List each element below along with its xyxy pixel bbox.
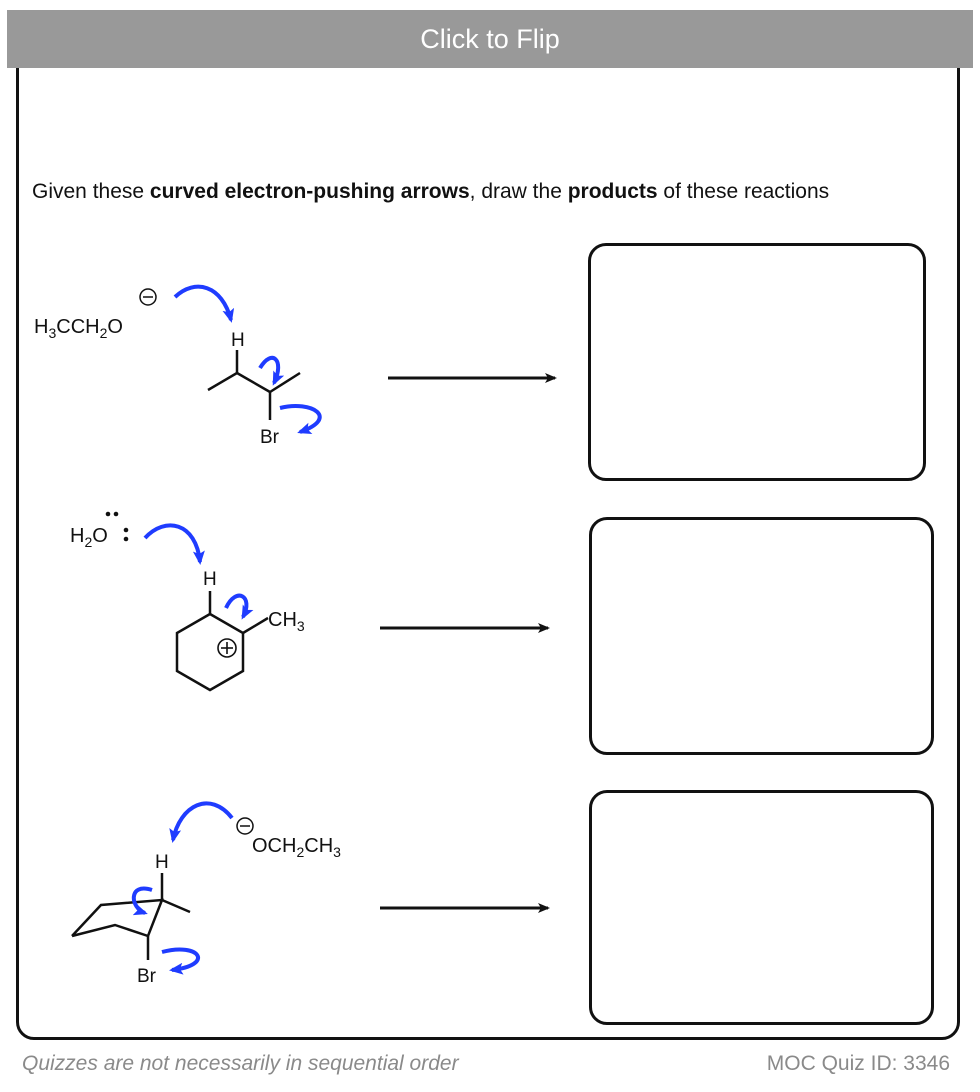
prompt-bold-arrows: curved electron-pushing arrows [149, 180, 470, 203]
flip-button[interactable]: Click to Flip [7, 10, 973, 68]
reagent-water: $H_2O$ [70, 525, 108, 550]
curved-arrow-leaving-group [162, 950, 198, 970]
methyl-label: $CH_3$ [268, 609, 305, 634]
prompt-text-2: , draw the [469, 180, 568, 203]
reaction-2 [70, 512, 548, 690]
footer-note: Quizzes are not necessarily in sequential order [22, 1052, 459, 1075]
curved-arrow-water [145, 525, 200, 562]
reaction-1 [34, 287, 555, 448]
prompt-text-3: of these reactions [657, 180, 830, 203]
hydrogen-label: H [203, 569, 217, 590]
reagent-ethoxide-3: $OCH_2CH_3$ [252, 835, 341, 860]
curved-arrow-base [175, 287, 231, 320]
reagent-ethoxide-1: $H_3CCH_2O$ [34, 316, 123, 341]
hydrogen-label: H [155, 852, 169, 873]
substrate-2-bromobutane [208, 350, 300, 420]
reaction-3 [72, 803, 548, 987]
curved-arrow-ch-bond [260, 358, 278, 383]
hydrogen-label: H [231, 330, 245, 351]
quiz-id: MOC Quiz ID: 3346 [766, 1052, 950, 1075]
curved-arrow-ch-bond [226, 596, 246, 617]
bromine-label: Br [260, 427, 279, 448]
prompt-text-1: Given these [32, 180, 150, 203]
curved-arrow-leaving-group [280, 406, 320, 432]
bromine-label: Br [137, 966, 156, 987]
curved-arrow-base [173, 803, 232, 840]
prompt-bold-products: products [567, 180, 658, 203]
substrate-bromocyclohexane-chair [72, 873, 190, 960]
